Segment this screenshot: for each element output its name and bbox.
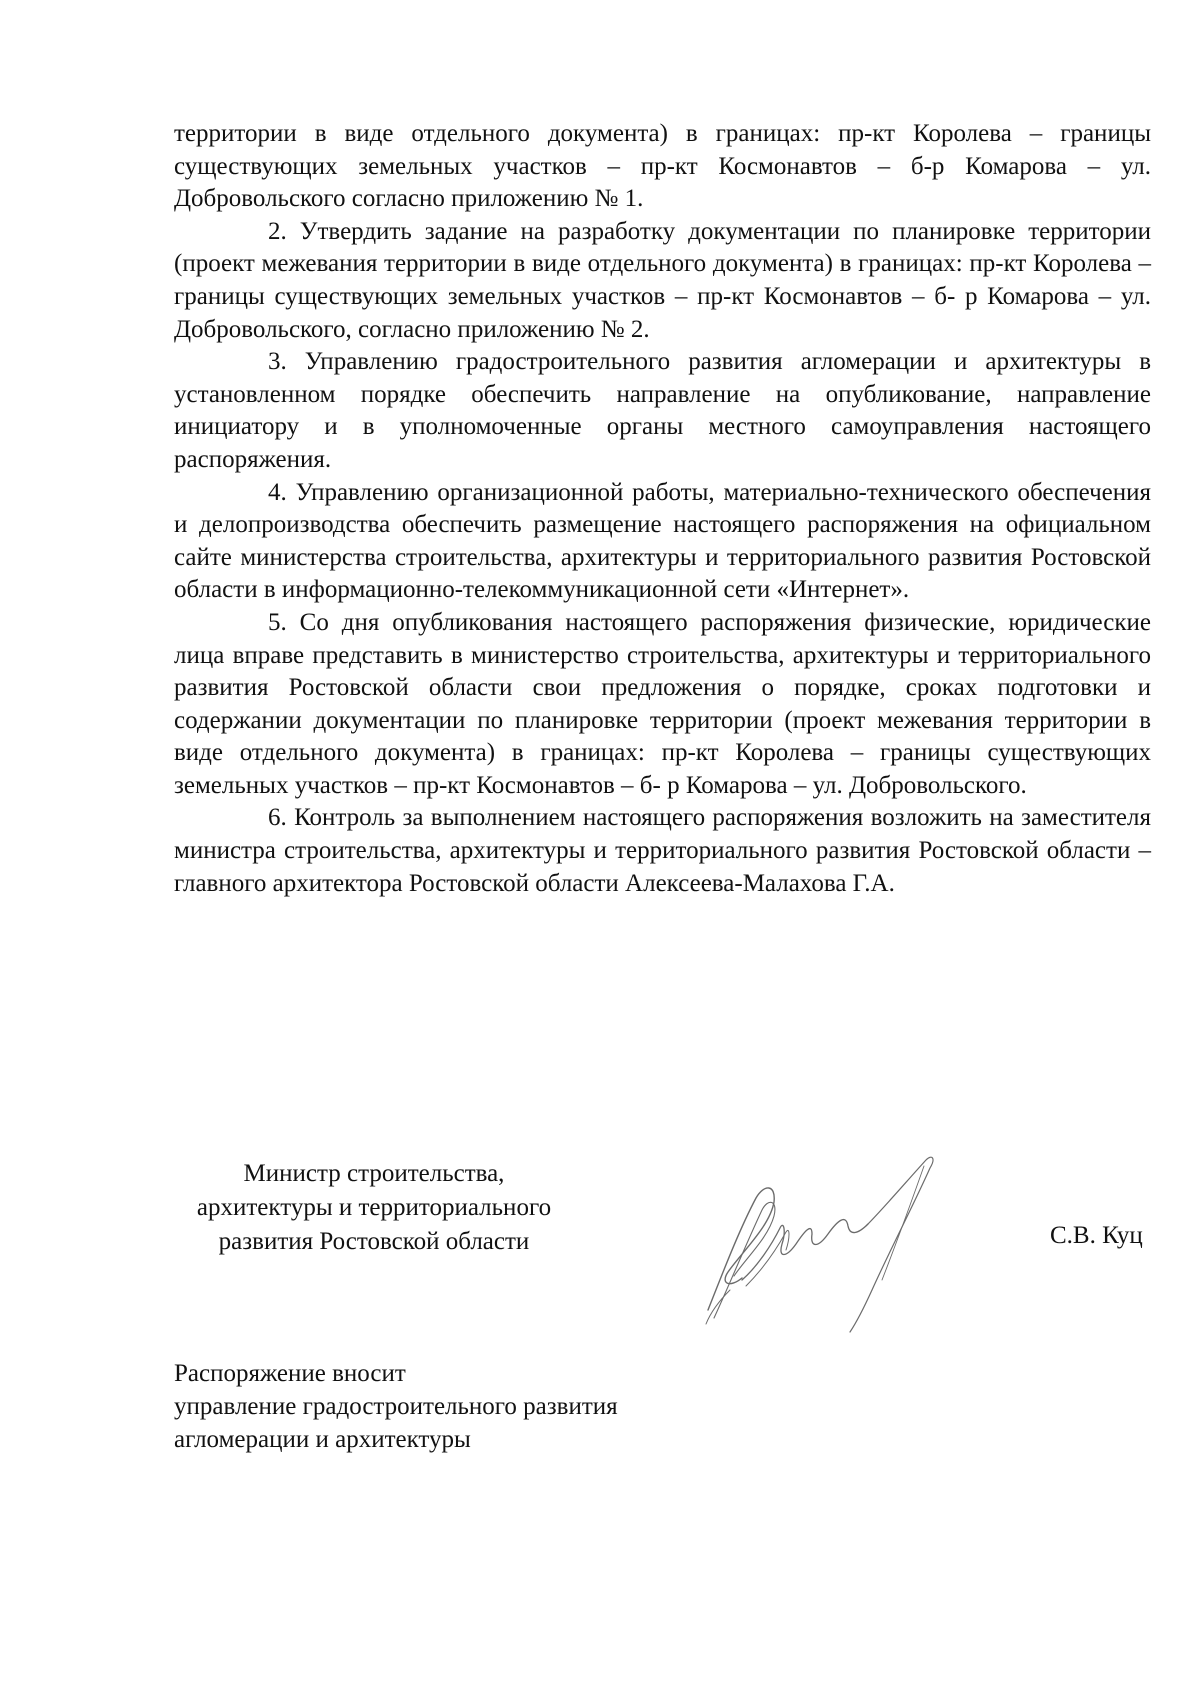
paragraph-item-2: 2. Утвердить задание на разработку документации по планировке территории (проект межевания территории в виде отдельного документа) в границах: пр-кт Королева – границы существующих земельных участков – пр-кт Космонавтов – б- р Комарова – ул. Добровольского, согласно приложению № 2. [174, 217, 1151, 343]
signatory-title [174, 1157, 574, 1259]
paragraph-item-3: 3. Управлению градостроительного развития агломерации и архитектуры в установленном порядке обеспечить направление на опубликование, направление инициатору и в уполномоченные органы местного самоуправления настоящего распоряжения. [174, 348, 1151, 473]
handwritten-signature [700, 1140, 980, 1340]
document-body [174, 118, 1151, 900]
signer-name: С.В. Куц [1050, 1222, 1143, 1249]
paragraph-item-4: 4. Управлению организационной работы, материально-технического обеспечения и делопроизводства обеспечить размещение настоящего распоряжения на официальном сайте министерства строительства, архитектуры и территориального развития Ростовской области в информационно-телекоммуникационной сети «Интернет». [174, 478, 1151, 604]
paragraph-continuation: территории в виде отдельного документа) в границах: пр-кт Королева – границы существующих земельных участков – пр-кт Космонавтов – б-р Комарова – ул. Добровольского согласно приложению № 1. [174, 120, 1151, 213]
paragraph-item-6: 6. Контроль за выполнением настоящего распоряжения возложить на заместителя министра строительства, архитектуры и территориального развития Ростовской области – главного архитектора Ростовской области Алексеева-Малахова Г.А. [174, 804, 1151, 897]
signatory-title-line: архитектуры и территориального [196, 1194, 552, 1221]
submitted-by-line: управление градостроительного развития [174, 1393, 618, 1420]
submitted-by-line: агломерации и архитектуры [174, 1426, 471, 1453]
signatory-title-line: Министр строительства, [243, 1160, 505, 1187]
paragraph-item-5: 5. Со дня опубликования настоящего распоряжения физические, юридические лица вправе представить в министерство строительства, архитектуры и территориального развития Ростовской области свои предложения о порядке, сроках подготовки и содержании документации по планировке территории (проект межевания территории в виде отдельного документа) в границах: пр-кт Королева – границы существующих земельных участков – пр-кт Космонавтов – б- р Комарова – ул. Добровольского. [174, 608, 1151, 799]
submitted-by [174, 1357, 618, 1456]
submitted-by-line: Распоряжение вносит [174, 1360, 406, 1387]
signatory-title-line: развития Ростовской области [218, 1228, 530, 1255]
